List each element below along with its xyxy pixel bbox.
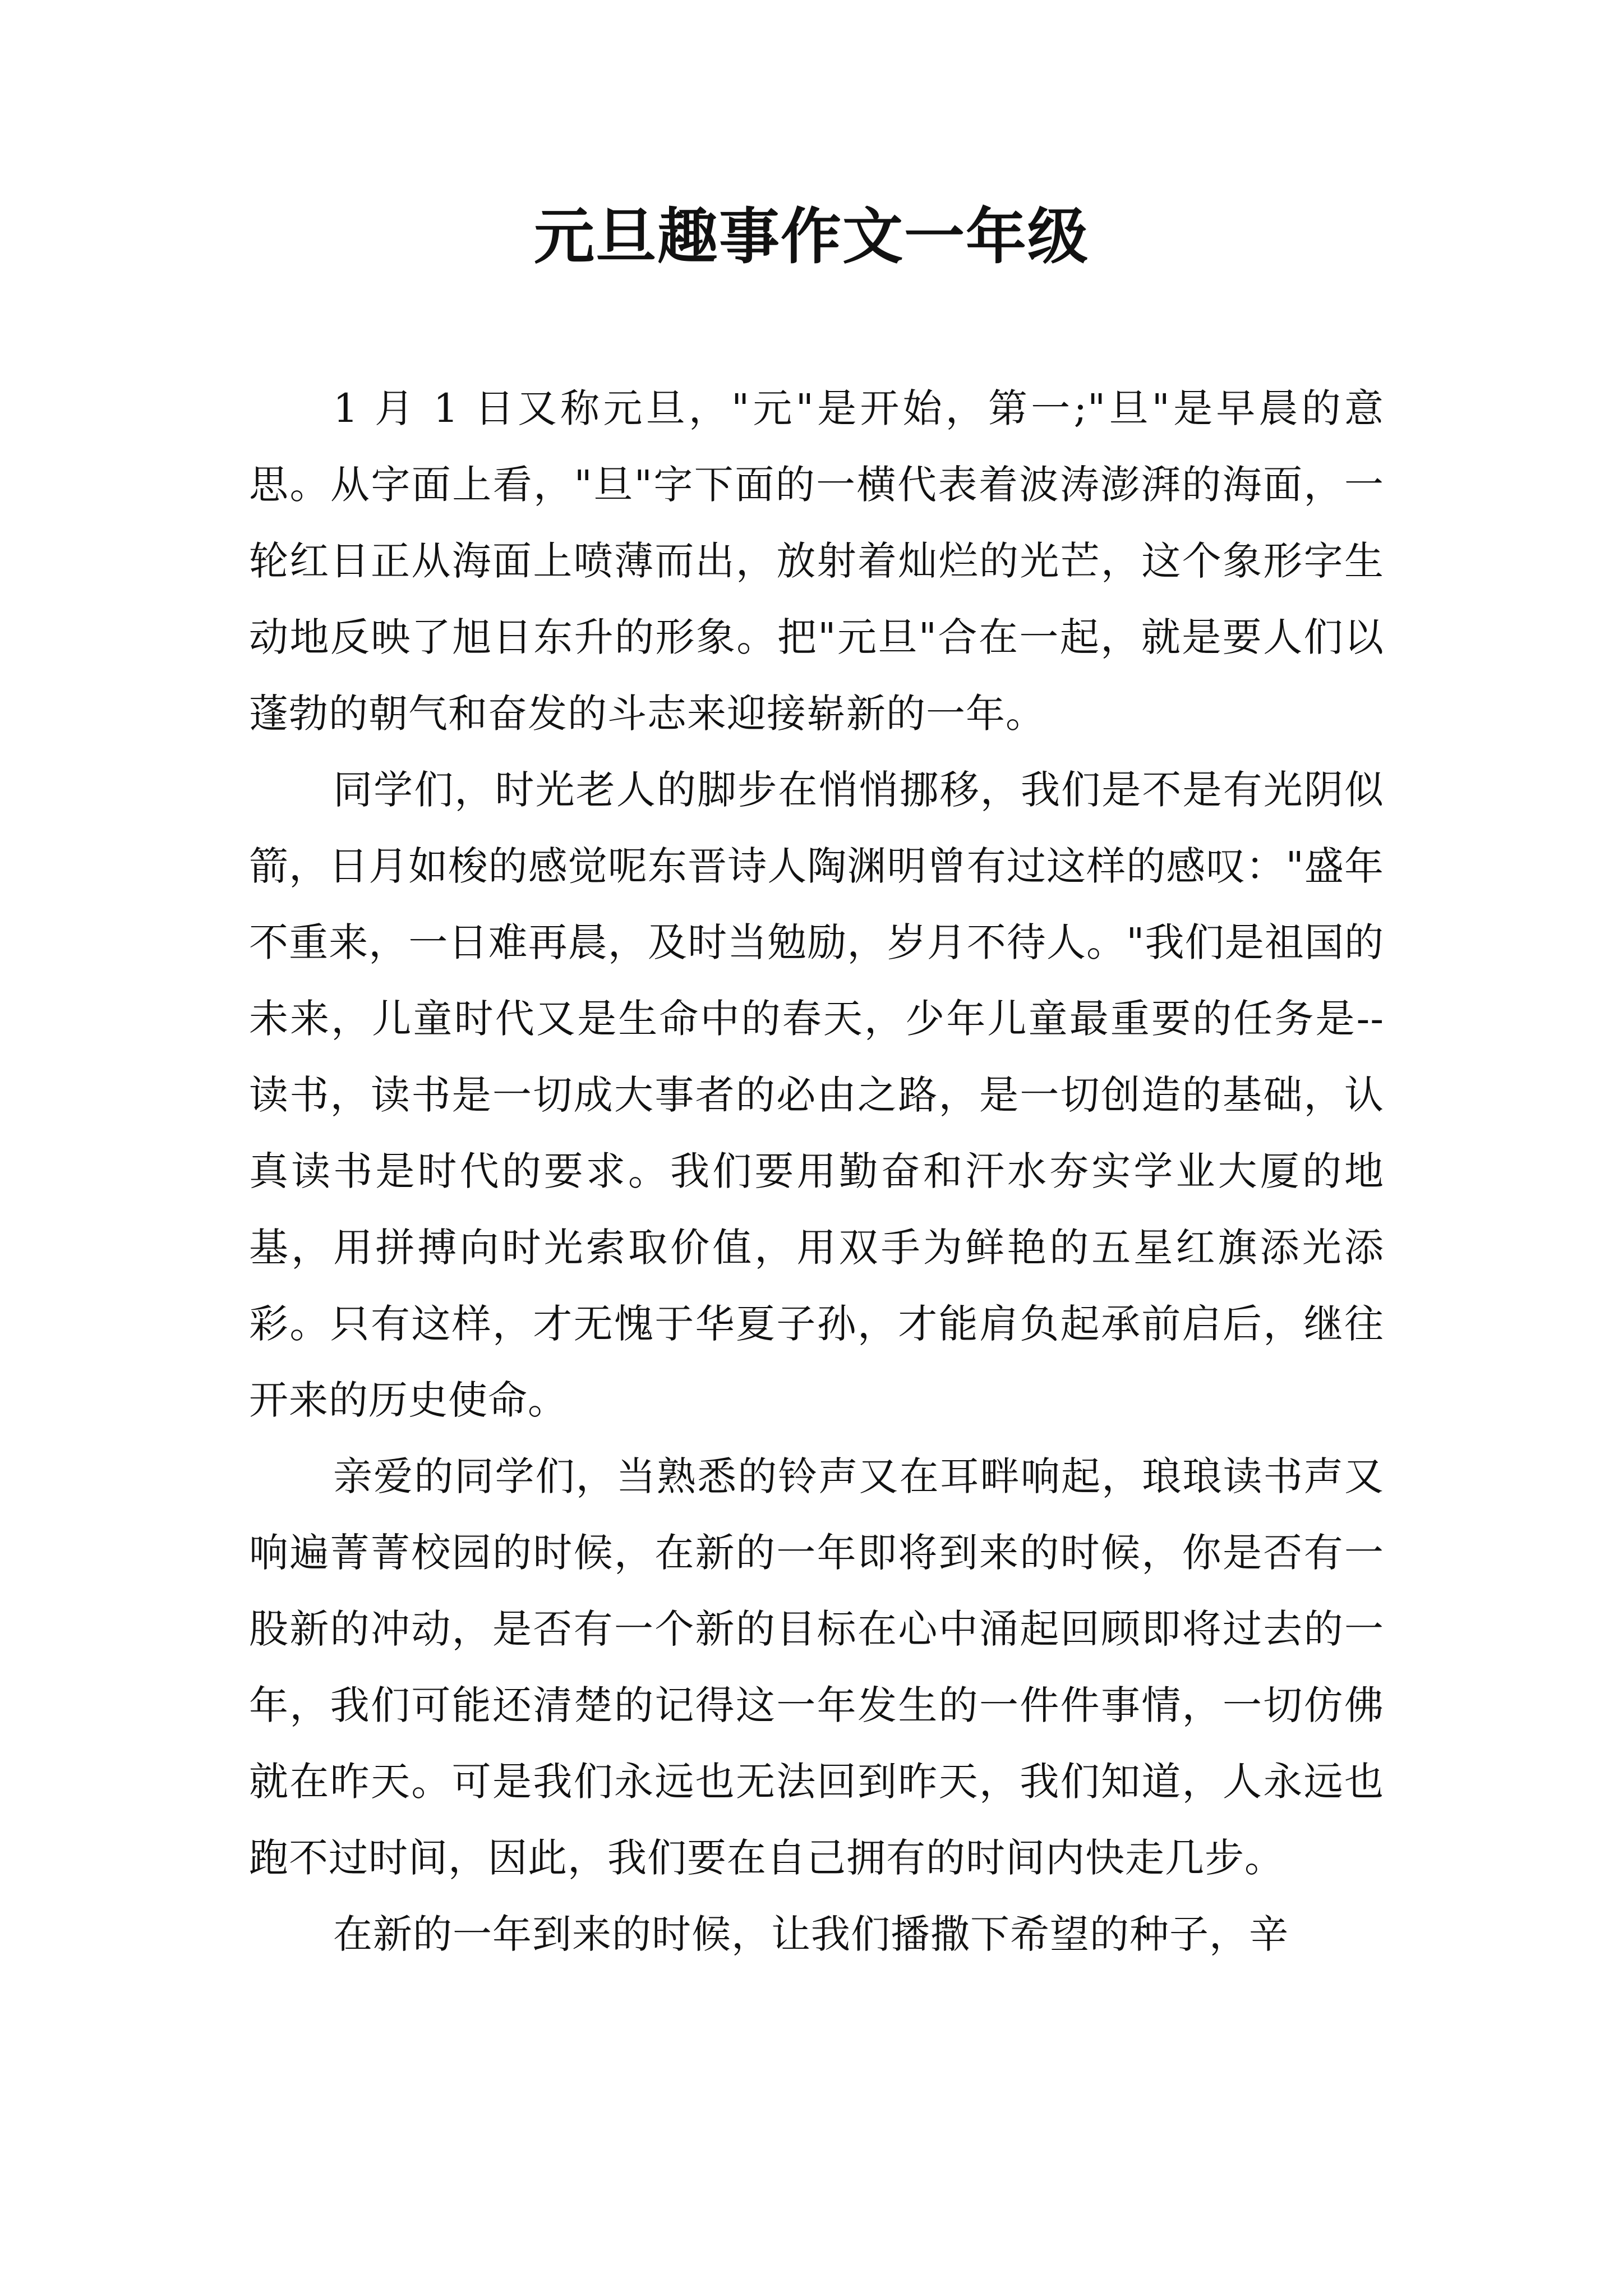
paragraph-2: 同学们，时光老人的脚步在悄悄挪移，我们是不是有光阴似箭，日月如梭的感觉呢东晋诗人陶渊明曾有过这样的感叹："盛年不重来，一日难再晨，及时当勉励，岁月不待人。"我们是祖国的未来，儿童时代又是生命中的春天，少年儿童最重要的任务是--读书，读书是一切成大事者的必由之路，是一切创造的基础，认真读书是时代的要求。我们要用勤奋和汗水夯实学业大厦的地基，用拼搏向时光索取价值，用双手为鲜艳的五星红旗添光添彩。只有这样，才无愧于华夏子孙，才能肩负起承前启后，继往开来的历史使命。 [249, 767, 1384, 1423]
document-title: 元旦趣事作文一年级 [533, 201, 1089, 272]
paragraph-3: 亲爱的同学们，当熟悉的铃声又在耳畔响起，琅琅读书声又响遍菁菁校园的时候，在新的一年即将到来的时候，你是否有一股新的冲动，是否有一个新的目标在心中涌起回顾即将过去的一年，我们可能还清楚的记得这一年发生的一件件事情，一切仿佛就在昨天。可是我们永远也无法回到昨天，我们知道，人永远也跑不过时间，因此，我们要在自己拥有的时间内快走几步。 [249, 1453, 1384, 1881]
paragraph-4: 在新的一年到来的时候，让我们播撒下希望的种子，辛 [333, 1911, 1289, 1957]
document-body [249, 370, 1384, 1972]
paragraph-1: 1 月 1 日又称元旦，"元"是开始，第一;"旦"是早晨的意思。从字面上看，"旦"字下面的一横代表着波涛澎湃的海面，一轮红日正从海面上喷薄而出，放射着灿烂的光芒，这个象形字生动地反映了旭日东升的形象。把"元旦"合在一起，就是要人们以蓬勃的朝气和奋发的斗志来迎接崭新的一年。 [249, 385, 1384, 737]
